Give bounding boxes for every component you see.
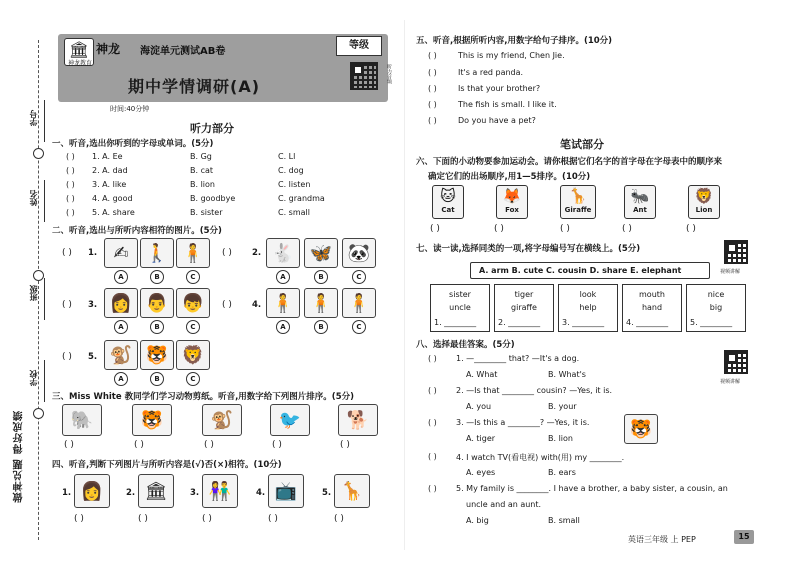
q8-stem-line2: uncle and an aunt. <box>466 500 542 509</box>
q4-item-number: 5. <box>322 488 332 498</box>
q1-option-b: B. goodbye <box>190 194 236 203</box>
q1-option-a: 2. A. dad <box>92 166 128 175</box>
q7-word-bank: A. arm B. cute C. cousin D. share E. elephant <box>470 262 710 279</box>
qr-code-icon[interactable] <box>724 350 748 374</box>
binding-hole <box>33 408 44 419</box>
slogan: 做神兑题 得好成绩 <box>14 410 25 503</box>
q6-heading: 六、下面的小动物要参加运动会。请你根据它们名字的首字母在字母表中的顺序来 <box>416 157 723 167</box>
listening-picture: 👩 <box>104 288 138 318</box>
q7-word-cell <box>622 284 682 332</box>
qr-caption: 听力音频 <box>386 64 392 84</box>
q4-item-number: 3. <box>190 488 200 498</box>
q1-option-c: C. small <box>278 208 310 217</box>
q3-answer-paren[interactable]: ( ) <box>340 440 350 450</box>
q4-answer-paren[interactable]: ( ) <box>74 514 84 524</box>
footer-subject: 英语三年级 上 PEP <box>628 535 696 544</box>
q8-option-a: A. tiger <box>466 434 496 443</box>
q7-word-cell <box>558 284 618 332</box>
video-caption: 视频讲解 <box>720 379 741 385</box>
q4-heading: 四、听音,判断下列图片与所听内容是(√)否(×)相符。(10分) <box>52 460 282 470</box>
video-caption: 视频讲解 <box>720 269 741 275</box>
q8-option-b: B. small <box>548 516 580 525</box>
tiger-picture: 🐯 <box>624 414 658 444</box>
q7-word: sister <box>449 290 471 299</box>
paper-cut-picture: 🐒 <box>202 404 242 436</box>
fox-icon: 🦊 <box>502 187 522 205</box>
class-field[interactable] <box>44 278 54 320</box>
choice-a-circle[interactable]: A <box>276 320 290 334</box>
q5-sentence: Do you have a pet? <box>458 116 536 125</box>
q6-answer-paren[interactable]: ( ) <box>686 224 696 234</box>
q7-word-cell <box>430 284 490 332</box>
choice-c-circle[interactable]: C <box>352 320 366 334</box>
binding-hole <box>33 148 44 159</box>
q2-item-number: 4. <box>252 300 262 310</box>
animal-card-cat <box>432 185 464 219</box>
giraffe-icon: 🦒 <box>568 187 588 205</box>
listening-picture: 🐼 <box>342 238 376 268</box>
q7-answer-blank[interactable]: 4. ________ <box>626 318 669 327</box>
animal-card-ant <box>624 185 656 219</box>
q2-answer-paren[interactable]: ( ) <box>62 352 72 362</box>
paper-cut-picture: 🐯 <box>132 404 172 436</box>
q7-word: hand <box>641 303 663 312</box>
judge-picture: 👫 <box>202 474 238 508</box>
q5-answer-paren[interactable]: ( ) <box>428 68 437 77</box>
q8-answer-paren[interactable]: ( ) <box>428 452 437 461</box>
q3-answer-paren[interactable]: ( ) <box>134 440 144 450</box>
q4-answer-paren[interactable]: ( ) <box>334 514 344 524</box>
listening-picture: 👦 <box>176 288 210 318</box>
judge-picture: 🦒 <box>334 474 370 508</box>
cat-icon: 🐱 <box>440 187 456 205</box>
q7-answer-blank[interactable]: 5. ________ <box>690 318 733 327</box>
student-number-field[interactable] <box>44 100 54 142</box>
choice-b-circle[interactable]: B <box>314 320 328 334</box>
listening-picture: 🧍 <box>342 288 376 318</box>
q8-stem: 3. —Is this a ________? —Yes, it is. <box>456 418 590 427</box>
choice-c-circle[interactable]: C <box>186 270 200 284</box>
q1-option-b: B. Gg <box>190 152 212 161</box>
binding-strip <box>0 0 58 566</box>
q5-sentence: This is my friend, Chen Jie. <box>458 51 565 60</box>
q7-word: look <box>579 290 597 299</box>
choice-a-circle[interactable]: A <box>114 320 128 334</box>
q8-answer-paren[interactable]: ( ) <box>428 386 437 395</box>
q1-option-c: C. Ll <box>278 152 296 161</box>
q3-answer-paren[interactable]: ( ) <box>272 440 282 450</box>
q8-stem: 5. My family is ________. I have a brother, a baby sister, a cousin, an <box>456 484 728 493</box>
name-field[interactable] <box>44 180 54 222</box>
q7-answer-blank[interactable]: 1. ________ <box>434 318 477 327</box>
class-label: 班级 <box>29 285 38 301</box>
q8-answer-paren[interactable]: ( ) <box>428 418 437 427</box>
q4-item-number: 4. <box>256 488 266 498</box>
animal-card-giraffe <box>560 185 596 219</box>
listening-picture: 🦁 <box>176 340 210 370</box>
q5-sentence: The fish is small. I like it. <box>458 100 557 109</box>
choice-b-circle[interactable]: B <box>150 372 164 386</box>
q8-option-a: A. big <box>466 516 489 525</box>
choice-a-circle[interactable]: A <box>114 270 128 284</box>
paper-cut-picture: 🐦 <box>270 404 310 436</box>
q5-answer-paren[interactable]: ( ) <box>428 51 437 60</box>
choice-c-circle[interactable]: C <box>186 320 200 334</box>
page-divider <box>404 20 405 550</box>
paper-cut-picture: 🐘 <box>62 404 102 436</box>
listening-picture: 👨 <box>140 288 174 318</box>
listening-section-title: 听力部分 <box>190 122 234 135</box>
brand-name: 神龙 <box>96 42 121 56</box>
q2-answer-paren[interactable]: ( ) <box>222 300 232 310</box>
q1-answer-paren[interactable]: ( ) <box>66 180 75 189</box>
listening-picture: ✍ <box>104 238 138 268</box>
q3-answer-paren[interactable]: ( ) <box>204 440 214 450</box>
grade-box[interactable]: 等级 <box>336 36 382 56</box>
choice-a-circle[interactable]: A <box>276 270 290 284</box>
q8-option-a: A. What <box>466 370 498 379</box>
q8-option-b: B. lion <box>548 434 573 443</box>
paper-cut-picture: 🐕 <box>338 404 378 436</box>
q5-heading: 五、听音,根据所听内容,用数字给句子排序。(10分) <box>416 36 613 46</box>
q7-word: tiger <box>514 290 534 299</box>
q1-heading: 一、听音,选出你听到的字母或单词。(5分) <box>52 139 214 149</box>
judge-picture: 📺 <box>268 474 304 508</box>
q7-heading: 七、读一读,选择同类的一项,将字母编号写在横线上。(5分) <box>416 244 641 254</box>
q4-item-number: 1. <box>62 488 72 498</box>
q8-stem: 4. I watch TV(看电视) with(用) my ________. <box>456 453 625 462</box>
q7-word: nice <box>707 290 725 299</box>
q6-answer-paren[interactable]: ( ) <box>622 224 632 234</box>
logo-icon: 🏛 <box>64 38 94 66</box>
listening-picture: 🐇 <box>266 238 300 268</box>
q1-option-c: C. listen <box>278 180 311 189</box>
q7-answer-blank[interactable]: 2. ________ <box>498 318 541 327</box>
animal-card-lion <box>688 185 720 219</box>
lion-icon: 🦁 <box>694 187 714 205</box>
choice-a-circle[interactable]: A <box>114 372 128 386</box>
series-name: 海淀单元测试AB卷 <box>140 46 226 57</box>
q1-option-a: 5. A. share <box>92 208 135 217</box>
q7-word: help <box>579 303 597 312</box>
q4-answer-paren[interactable]: ( ) <box>202 514 212 524</box>
choice-b-circle[interactable]: B <box>314 270 328 284</box>
choice-c-circle[interactable]: C <box>186 372 200 386</box>
q1-option-a: 1. A. Ee <box>92 152 123 161</box>
q1-option-a: 4. A. good <box>92 194 133 203</box>
judge-picture: 👩 <box>74 474 110 508</box>
q8-option-b: B. What's <box>548 370 586 379</box>
listening-picture: 🧍 <box>266 288 300 318</box>
choice-b-circle[interactable]: B <box>150 270 164 284</box>
q1-option-c: C. grandma <box>278 194 325 203</box>
q4-item-number: 2. <box>126 488 136 498</box>
q4-answer-paren[interactable]: ( ) <box>268 514 278 524</box>
choice-b-circle[interactable]: B <box>150 320 164 334</box>
student-number-label: 学号 <box>29 110 38 126</box>
animal-card-fox <box>496 185 528 219</box>
qr-code-icon[interactable] <box>350 62 378 90</box>
listening-picture: 🐯 <box>140 340 174 370</box>
animal-name: Lion <box>695 206 713 214</box>
q3-answer-paren[interactable]: ( ) <box>64 440 74 450</box>
q2-heading: 二、听音,选出与所听内容相符的图片。(5分) <box>52 226 222 236</box>
q7-answer-blank[interactable]: 3. ________ <box>562 318 605 327</box>
q3-heading: 三、Miss White 教同学们学习动物剪纸。听音,用数字给下列图片排序。(5分) <box>52 392 354 402</box>
page-title: 期中学情调研(A) <box>128 77 261 96</box>
q2-item-number: 5. <box>88 352 98 362</box>
q5-answer-paren[interactable]: ( ) <box>428 116 437 125</box>
q5-sentence: Is that your brother? <box>458 84 541 93</box>
q7-word: mouth <box>639 290 665 299</box>
animal-name: Fox <box>505 206 519 214</box>
exam-time: 时间:40分钟 <box>110 105 150 113</box>
q1-option-b: B. sister <box>190 208 223 217</box>
q6-answer-paren[interactable]: ( ) <box>494 224 504 234</box>
q5-answer-paren[interactable]: ( ) <box>428 84 437 93</box>
listening-picture: 🚶 <box>140 238 174 268</box>
q1-option-a: 3. A. like <box>92 180 127 189</box>
q2-item-number: 1. <box>88 248 98 258</box>
choice-c-circle[interactable]: C <box>352 270 366 284</box>
q6-answer-paren[interactable]: ( ) <box>430 224 440 234</box>
q5-answer-paren[interactable]: ( ) <box>428 100 437 109</box>
school-label: 学校 <box>29 370 38 386</box>
q8-answer-paren[interactable]: ( ) <box>428 484 437 493</box>
q7-word: giraffe <box>511 303 537 312</box>
q8-answer-paren[interactable]: ( ) <box>428 354 437 363</box>
q2-answer-paren[interactable]: ( ) <box>62 248 72 258</box>
name-label: 姓名 <box>29 190 38 206</box>
listening-picture: 🦋 <box>304 238 338 268</box>
q8-option-b: B. your <box>548 402 577 411</box>
listening-picture: 🧍 <box>304 288 338 318</box>
q6-answer-paren[interactable]: ( ) <box>560 224 570 234</box>
q2-answer-paren[interactable]: ( ) <box>222 248 232 258</box>
logo-subtitle: 神龙教育 <box>68 60 93 67</box>
q7-word: big <box>709 303 723 312</box>
q8-option-a: A. eyes <box>466 468 496 477</box>
q8-option-b: B. ears <box>548 468 576 477</box>
animal-name: Ant <box>633 206 647 214</box>
q1-answer-paren[interactable]: ( ) <box>66 152 75 161</box>
q7-word-cell <box>494 284 554 332</box>
binding-hole <box>33 270 44 281</box>
ant-icon: 🐜 <box>630 187 650 205</box>
q1-option-b: B. lion <box>190 180 215 189</box>
listening-picture: 🧍 <box>176 238 210 268</box>
q2-item-number: 3. <box>88 300 98 310</box>
q2-item-number: 2. <box>252 248 262 258</box>
judge-picture: 🏛 <box>138 474 174 508</box>
animal-name: Cat <box>441 206 455 214</box>
listening-picture: 🐒 <box>104 340 138 370</box>
q1-answer-paren[interactable]: ( ) <box>66 194 75 203</box>
q4-answer-paren[interactable]: ( ) <box>138 514 148 524</box>
q1-answer-paren[interactable]: ( ) <box>66 166 75 175</box>
qr-code-icon[interactable] <box>724 240 748 264</box>
q8-stem: 2. —Is that ________ cousin? —Yes, it is. <box>456 386 613 395</box>
q5-sentence: It's a red panda. <box>458 68 524 77</box>
q8-stem: 1. —________ that? —It's a dog. <box>456 354 580 363</box>
q8-heading: 八、选择最佳答案。(5分) <box>416 340 515 350</box>
q6-heading-line2: 确定它们的出场顺序,用1—5排序。(10分) <box>428 172 591 182</box>
q8-option-a: A. you <box>466 402 492 411</box>
q2-answer-paren[interactable]: ( ) <box>62 300 72 310</box>
q7-word: uncle <box>449 303 471 312</box>
q1-option-c: C. dog <box>278 166 304 175</box>
written-section-title: 笔试部分 <box>560 138 604 151</box>
q1-answer-paren[interactable]: ( ) <box>66 208 75 217</box>
q1-option-b: B. cat <box>190 166 214 175</box>
animal-name: Giraffe <box>564 206 592 214</box>
page-number: 15 <box>734 530 754 544</box>
q7-word-cell <box>686 284 746 332</box>
